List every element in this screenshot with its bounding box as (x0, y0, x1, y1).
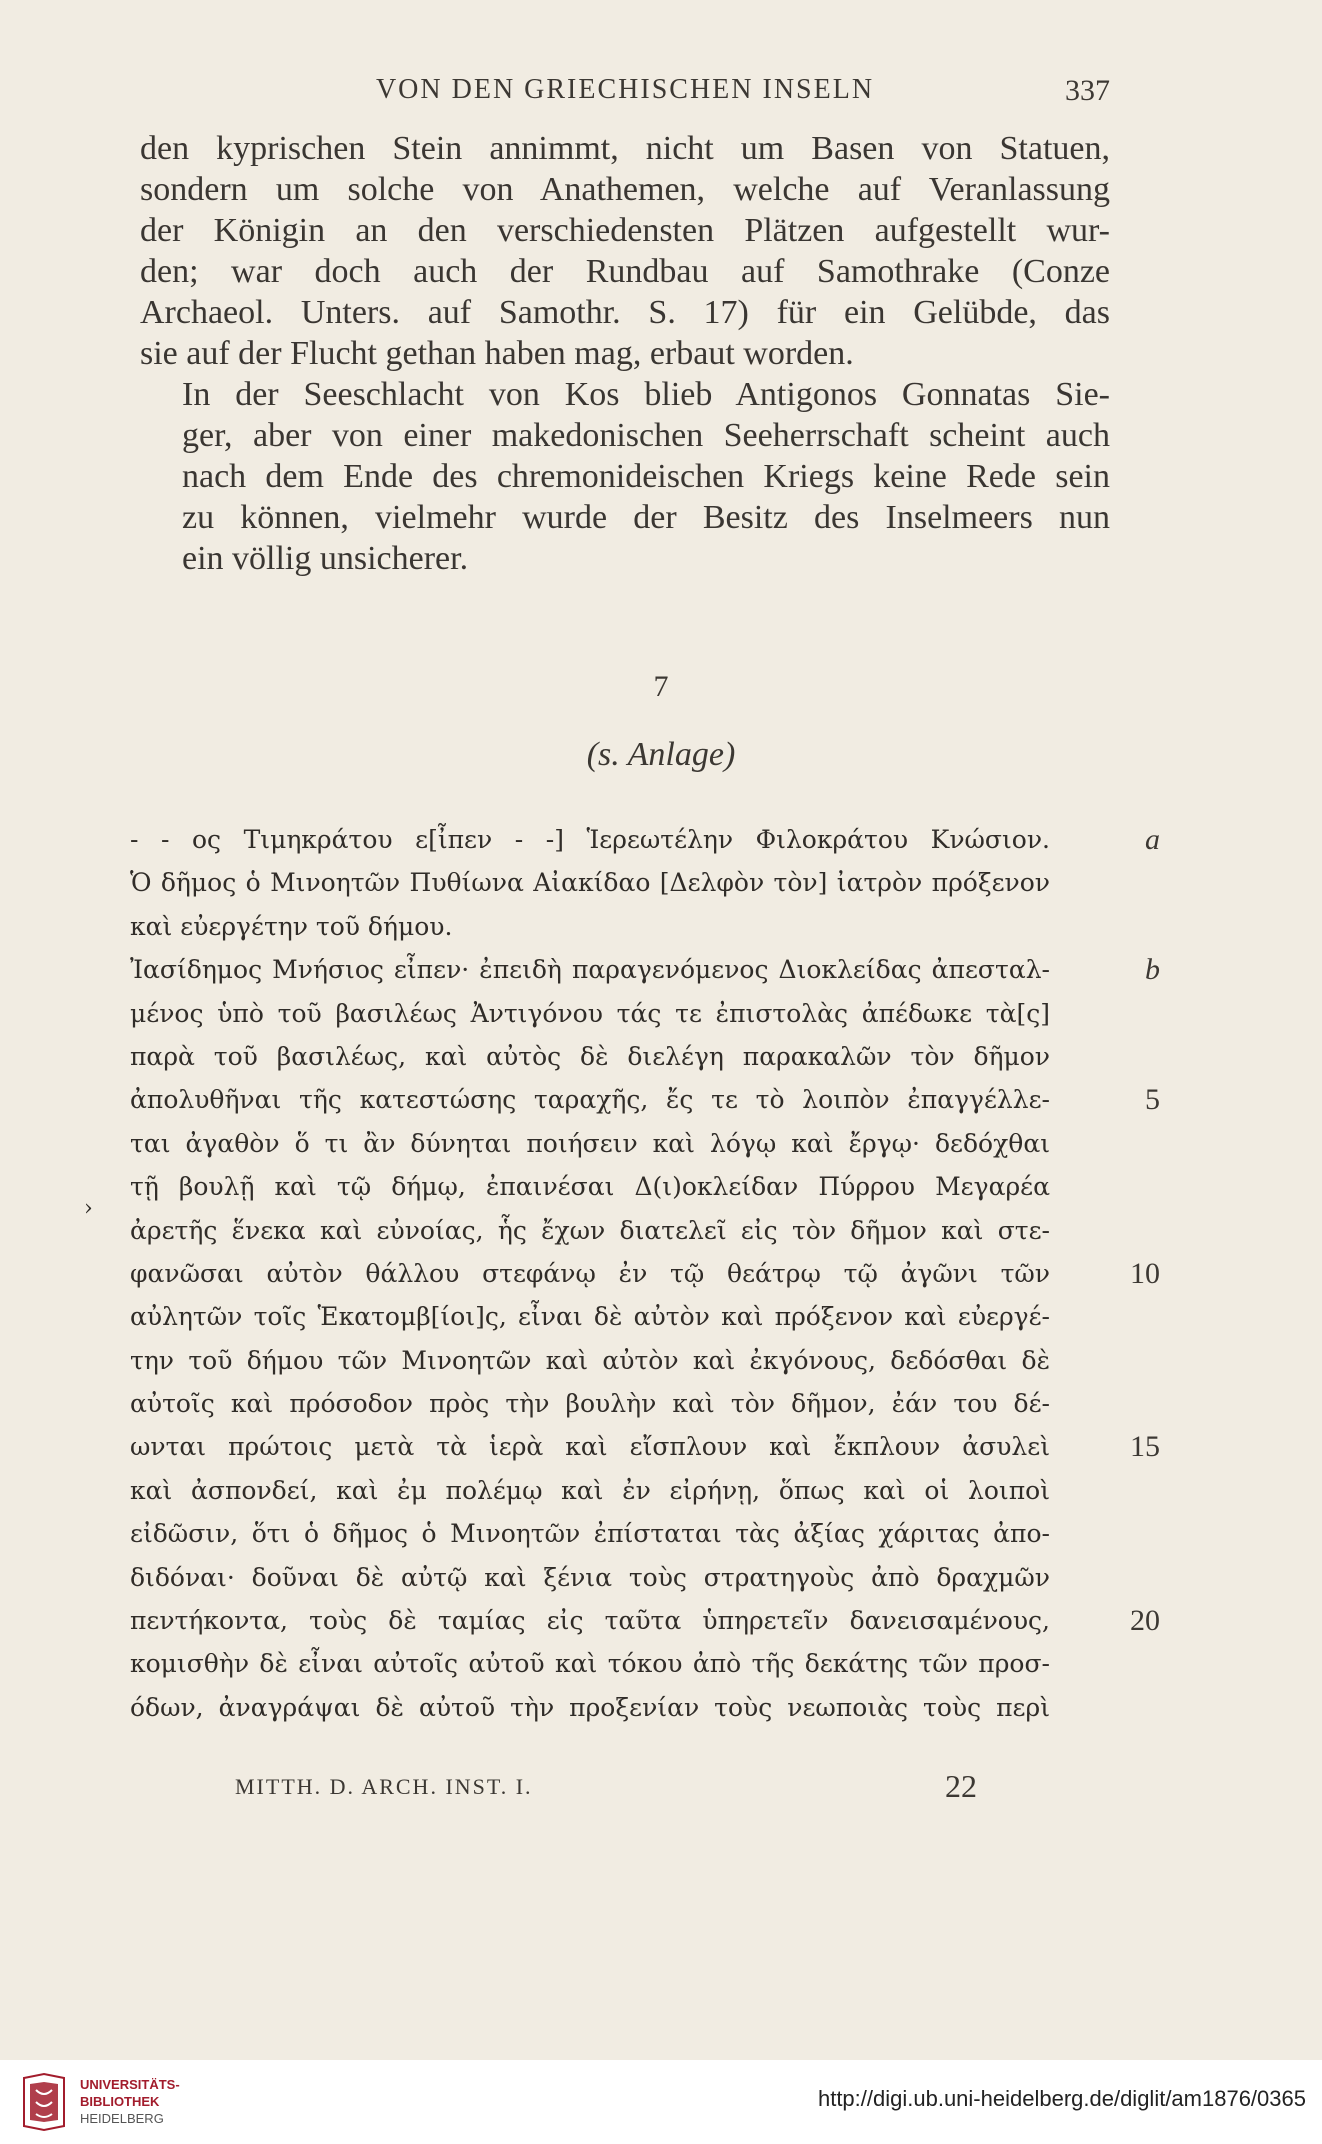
paragraph-2 (140, 374, 1110, 579)
margin-note: b (1145, 953, 1160, 987)
inscription-line: εἰδῶσιν, ὅτι ὁ δῆμος ὁ Μινοητῶν ἐπίσταται τὰς ἀξίας χάριτας ἀπο- (130, 1519, 1050, 1549)
margin-note: 15 (1130, 1430, 1160, 1464)
margin-note: a (1145, 823, 1160, 856)
inscription-line: αὐτοῖς καὶ πρόσοδον πρὸς τὴν βουλὴν καὶ τὸν δῆμον, ἐάν του δέ- (130, 1389, 1050, 1419)
library-name (80, 2076, 180, 2127)
margin-note (1070, 1382, 1160, 1425)
inscription-line: ἀρετῆς ἕνεκα καὶ εὐνοίας, ἧς ἔχων διατελεῖ εἰς τὸν δῆμον καὶ στε- (130, 1215, 1050, 1245)
university-library-logo-icon (14, 2072, 74, 2132)
inscription-line: - - ος Τιμηκράτου ε[ἶπεν - -] Ἱερεωτέλην Φιλοκράτου Κνώσιον. (130, 825, 1050, 854)
margin-note (1070, 1512, 1160, 1555)
library-footer-bar (0, 2060, 1322, 2144)
inscription-line: ωνται πρώτοις μετὰ τὰ ἱερὰ καὶ εἴσπλουν καὶ ἔκπλουν ἀσυλεὶ (130, 1432, 1050, 1462)
margin-note (1070, 1642, 1160, 1685)
margin-note (1070, 1122, 1160, 1165)
margin-note (1070, 1165, 1160, 1208)
inscription-line: καὶ εὐεργέτην τοῦ δήμου. (130, 911, 453, 941)
margin-note (1070, 1339, 1160, 1382)
text-line: ger, aber von einer makedonischen Seeherrschaft scheint auch (182, 417, 1110, 454)
text-line: sie auf der Flucht gethan haben mag, erbaut worden. (140, 335, 854, 372)
inscription-line: αὐλητῶν τοῖς Ἑκατομβ[ίοι]ς, εἶναι δὲ αὐτὸν καὶ πρόξενον καὶ εὐεργέ- (130, 1302, 1050, 1332)
margin-note (1070, 861, 1160, 904)
inscription-line: Ἰασίδημος Μνήσιος εἶπεν· ἐπειδὴ παραγενόμενος Διοκλείδας ἀπεσταλ- (130, 955, 1050, 985)
inscription-line: κομισθὴν δὲ εἶναι αὐτοῖς αὐτοῦ καὶ τόκου ἀπὸ τῆς δεκάτης τῶν προσ- (130, 1649, 1050, 1679)
text-line: Archaeol. Unters. auf Samothr. S. 17) für ein Gelübde, das (140, 294, 1110, 331)
margin-note: 10 (1130, 1256, 1160, 1290)
text-line: zu können, vielmehr wurde der Besitz des Inselmeers nun (182, 499, 1110, 536)
text-line: nach dem Ende des chremonideischen Kriegs keine Rede sein (182, 458, 1110, 495)
inscription-line: πεντήκοντα, τοὺς δὲ ταμίας εἰς ταῦτα ὑπηρετεῖν δανεισαμένους, (130, 1606, 1050, 1636)
greek-inscription (130, 818, 1050, 1729)
text-line: ein völlig unsicherer. (182, 540, 469, 577)
paragraph-1 (140, 128, 1110, 374)
margin-note (1070, 1686, 1160, 1729)
margin-note (1070, 1556, 1160, 1599)
inscription-line: φανῶσαι αὐτὸν θάλλου στεφάνῳ ἐν τῷ θεάτρῳ τῷ ἀγῶνι τῶν (130, 1258, 1050, 1288)
text-line: den; war doch auch der Rundbau auf Samothrake (Conze (140, 253, 1110, 290)
inscription-line: διδόναι· δοῦναι δὲ αὐτῷ καὶ ξένια τοὺς στρατηγοὺς ἀπὸ δραχμῶν (130, 1562, 1050, 1592)
inscription-line: ται ἀγαθὸν ὅ τι ἂν δύνηται ποιήσειν καὶ λόγῳ καὶ ἔργῳ· δεδόχθαι (130, 1128, 1050, 1158)
margin-note: 5 (1145, 1083, 1160, 1117)
margin-note (1070, 1035, 1160, 1078)
text-line: sondern um solche von Anathemen, welche auf Veranlassung (140, 171, 1110, 208)
margin-note (1070, 992, 1160, 1035)
section-number: 7 (653, 670, 669, 703)
body-text (140, 128, 1110, 579)
margin-line-numbers (1070, 818, 1160, 1729)
inscription-line: Ὁ δῆμος ὁ Μινοητῶν Πυθίωνα Αἰακίδαο [Δελφὸν τὸν] ἰατρὸν πρόξενον (130, 868, 1050, 898)
library-name-line: HEIDELBERG (80, 2111, 164, 2126)
source-url-link[interactable]: http://digi.ub.uni-heidelberg.de/diglit/am1876/0365 (817, 2086, 1306, 2111)
margin-note (1070, 1209, 1160, 1252)
inscription-line: καὶ ἀσπονδεί, καὶ ἐμ πολέμῳ καὶ ἐν εἰρήνῃ, ὅπως καὶ οἱ λοιποὶ (130, 1475, 1050, 1505)
page-number: 337 (1065, 74, 1110, 107)
inscription-line: ἀπολυθῆναι τῆς κατεστώσης ταραχῆς, ἔς τε τὸ λοιπὸν ἐπαγγέλλε- (130, 1085, 1050, 1115)
inscription-line: παρὰ τοῦ βασιλέως, καὶ αὐτὸς δὲ διελέγη παρακαλῶν τὸν δῆμον (130, 1041, 1050, 1071)
text-line: der Königin an den verschiedensten Plätzen aufgestellt wur- (140, 212, 1110, 249)
running-title: VON DEN GRIECHISCHEN INSELN (375, 74, 875, 105)
inscription-line: τῇ βουλῇ καὶ τῷ δήμῳ, ἐπαινέσαι Δ(ι)οκλείδαν Πύρρου Μεγαρέα (130, 1172, 1050, 1202)
text-line: In der Seeschlacht von Kos blieb Antigonos Gonnatas Sie- (182, 376, 1110, 413)
printer-signature: MITTH. D. ARCH. INST. I. (235, 1774, 533, 1799)
library-name-line: BIBLIOTHEK (80, 2094, 160, 2109)
inscription-line: την τοῦ δήμου τῶν Μινοητῶν καὶ αὐτὸν καὶ ἐκγόνους, δεδόσθαι δὲ (130, 1345, 1050, 1375)
section-reference: (s. Anlage) (586, 736, 736, 773)
page-header (140, 74, 1110, 114)
inscription-line: όδων, ἀναγράψαι δὲ αὐτοῦ τὴν προξενίαν τοὺς νεωποιὰς τοὺς περὶ (130, 1692, 1050, 1722)
signature-mark: 22 (945, 1768, 977, 1804)
inscription-line: μένος ὑπὸ τοῦ βασιλέως Ἀντιγόνου τάς τε ἐπιστολὰς ἀπέδωκε τὰ[ς] (130, 998, 1050, 1028)
margin-note: 20 (1130, 1604, 1160, 1638)
text-line: den kyprischen Stein annimmt, nicht um Basen von Statuen, (140, 130, 1110, 167)
library-name-line: UNIVERSITÄTS- (80, 2077, 180, 2092)
margin-note (1070, 1295, 1160, 1338)
margin-note (1070, 1469, 1160, 1512)
margin-note (1070, 905, 1160, 948)
pen-mark: › (84, 1196, 93, 1221)
